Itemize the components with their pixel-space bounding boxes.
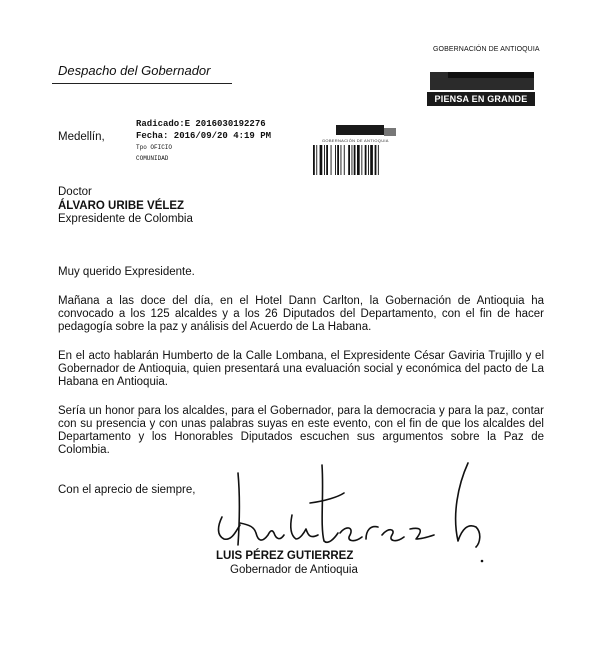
slogan-badge: PIENSA EN GRANDE	[427, 92, 535, 106]
radicado-date: Fecha: 2016/09/20 4:19 PM	[136, 131, 272, 141]
closing: Con el aprecio de siempre,	[58, 484, 196, 496]
radicado-number: Radicado:E 2016030192276	[136, 119, 266, 129]
signer-name: LUIS PÉREZ GUTIERREZ	[216, 550, 354, 562]
body-paragraph: En el acto hablarán Humberto de la Calle Lombana, el Expresidente César Gaviria Trujillo y el Gobernador de Antioquia, quien presentará una evaluación social y económica del pacto de La Habana en Antioquia.	[58, 350, 544, 388]
body-paragraph: Mañana a las doce del día, en el Hotel Dann Carlton, la Gobernación de Antioquia ha convocado a los 125 alcaldes y a los 26 Diputados del Departamento, con el fin de hacer pedagogía sobre la paz y análisis del Acuerdo de La Habana.	[58, 295, 544, 333]
recipient-position: Expresidente de Colombia	[58, 213, 193, 225]
barcode-caption: GOBERNACIÓN DE ANTIOQUIA	[322, 138, 389, 143]
recipient-name: ÁLVARO URIBE VÉLEZ	[58, 200, 185, 212]
barcode	[312, 145, 402, 175]
government-name: GOBERNACIÓN DE ANTIOQUIA	[433, 46, 540, 53]
stamp-mark	[384, 128, 396, 136]
radicado-type: Tpo OFICIO	[136, 144, 173, 151]
body-paragraph: Sería un honor para los alcaldes, para el Gobernador, para la democracia y para la paz, contar con su presencia y con unas palabras suyas en este evento, con el fin de que los alcaldes del Departamento y los Honorables Diputados escuchen sus argumentos sobre la Paz de Colombia.	[58, 405, 544, 456]
letter-city: Medellín,	[58, 131, 105, 143]
office-heading: Despacho del Gobernador	[58, 63, 211, 78]
government-logo	[430, 72, 534, 90]
recipient-title: Doctor	[58, 186, 92, 198]
salutation: Muy querido Expresidente.	[58, 266, 195, 278]
stamp-redaction	[336, 125, 384, 135]
radicado-category: COMUNIDAD	[136, 155, 169, 162]
office-underline	[52, 83, 232, 84]
signer-position: Gobernador de Antioquia	[230, 564, 358, 576]
